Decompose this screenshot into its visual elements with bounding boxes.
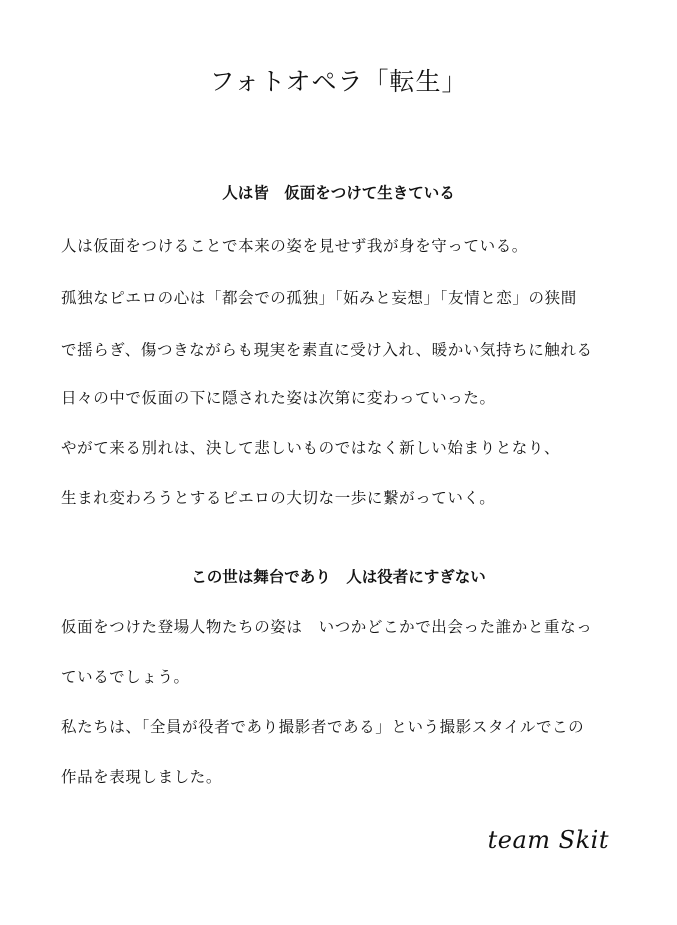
section-2-line-2: ているでしょう。 <box>61 668 190 686</box>
section-2-line-3: 私たちは、「全員が役者であり撮影者である」という撮影スタイルでこの <box>61 718 585 736</box>
section-1-line-3: で揺らぎ、傷つきながらも現実を素直に受け入れ、暖かい気持ちに触れる <box>61 341 593 359</box>
section-2-heading: この世は舞台であり 人は役者にすぎない <box>191 567 486 586</box>
section-1-line-4: 日々の中で仮面の下に隠された姿は次第に変わっていった。 <box>61 389 496 407</box>
section-2-line-4: 作品を表現しました。 <box>61 768 223 786</box>
section-1-line-6: 生まれ変わろうとするピエロの大切な一歩に繋がっていく。 <box>61 489 496 507</box>
document-title: フォトオペラ「転生」 <box>209 67 468 96</box>
section-1-line-2: 孤独なピエロの心は「都会での孤独」「妬みと妄想」「友情と恋」の狭間 <box>61 289 577 307</box>
section-1-heading: 人は皆 仮面をつけて生きている <box>222 183 455 202</box>
section-1-line-1: 人は仮面をつけることで本来の姿を見せず我が身を守っている。 <box>61 237 528 255</box>
section-1-line-5: やがて来る別れは、決して悲しいものではなく新しい始まりとなり、 <box>61 439 561 457</box>
signature: team Skit <box>487 826 609 854</box>
section-2-line-1: 仮面をつけた登場人物たちの姿は いつかどこかで出会った誰かと重なっ <box>61 618 593 636</box>
